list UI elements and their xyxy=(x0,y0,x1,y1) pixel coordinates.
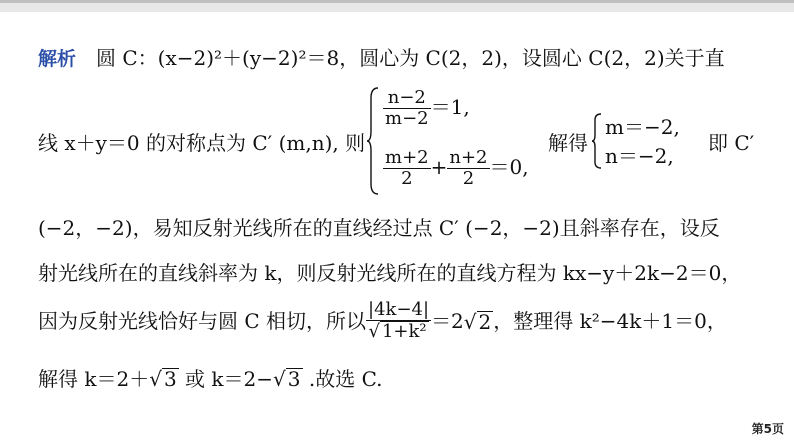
eq1-rhs: ＝1, xyxy=(430,95,470,119)
solution-line-1 xyxy=(38,48,725,69)
solution-line-2 xyxy=(38,133,365,153)
system2-brace xyxy=(591,112,603,173)
line2-prefix: 线 x＋y＝0 的对称点为 C′ (m,n), 则 xyxy=(38,131,366,155)
line5-fraction xyxy=(366,300,431,342)
line5-sqrt-radicand: 2 xyxy=(478,309,492,334)
line6-suffix: .故选 C. xyxy=(302,367,383,391)
line5-suffix: ，整理得 k²−4k＋1＝0， xyxy=(493,309,727,333)
eq2-plus: + xyxy=(430,155,448,179)
top-bar xyxy=(0,0,794,12)
top-bar-accent xyxy=(0,0,794,3)
eq1-num: n−2 xyxy=(383,88,431,109)
solution-line-3: (−2，−2)，易知反射光线所在的直线经过点 C′ (−2，−2)且斜率存在，设反 xyxy=(38,216,720,240)
line6-sqrt1: √ 3 xyxy=(149,367,177,391)
line6-sqrt2-radicand: 3 xyxy=(287,367,301,391)
eq2-a-den: 2 xyxy=(401,168,413,189)
line5-frac-den-radicand: 1+k² xyxy=(381,321,427,342)
system1-brace xyxy=(366,86,380,199)
page-number: 第5页 xyxy=(751,422,784,436)
line6-sqrt2: √ 3 xyxy=(273,367,301,391)
left-brace-icon xyxy=(366,86,380,196)
line6-prefix: 解得 k＝2＋ xyxy=(38,367,150,391)
then-label: 即 C′ xyxy=(708,131,755,155)
system1-eq1 xyxy=(383,88,470,129)
line5-sqrt: √ 2 xyxy=(463,309,492,334)
eq2-b-num: n+2 xyxy=(449,147,488,168)
analysis-label: 解析 xyxy=(38,48,77,70)
solution-line-6 xyxy=(38,368,383,389)
eq2-frac-a xyxy=(383,148,431,189)
line5-frac-num: |4k−4| xyxy=(368,299,430,320)
line5-frac-den: √ 1+k² xyxy=(368,321,427,342)
eq2-rhs: ＝0, xyxy=(489,155,529,179)
system1-eq2 xyxy=(383,148,529,189)
eq2-a-num: m+2 xyxy=(385,147,429,168)
eq1-den: m−2 xyxy=(385,108,429,129)
line5-prefix: 因为反射光线恰好与圆 C 相切，所以 xyxy=(38,309,367,333)
line6-mid: 或 k＝2− xyxy=(178,367,274,391)
line1-text: 圆 C：(x−2)²＋(y−2)²＝8，圆心为 C(2，2)，设圆心 C(2，2)关于直 xyxy=(96,46,725,70)
line5-eq: ＝2 xyxy=(431,309,464,333)
system2-row2: n＝−2, xyxy=(605,144,674,168)
eq2-frac-b xyxy=(447,148,489,189)
line6-sqrt1-radicand: 3 xyxy=(163,367,177,391)
solution-line-4: 射光线所在的直线斜率为 k，则反射光线所在的直线方程为 kx−y＋2k−2＝0， xyxy=(38,261,742,285)
system2-row1: m＝−2, xyxy=(605,115,680,139)
solve-label: 解得 xyxy=(548,131,588,155)
left-brace-small-icon xyxy=(591,112,603,170)
eq2-b-den: 2 xyxy=(462,168,475,189)
solution-line-5 xyxy=(38,300,727,350)
eq1-fraction xyxy=(383,88,431,129)
